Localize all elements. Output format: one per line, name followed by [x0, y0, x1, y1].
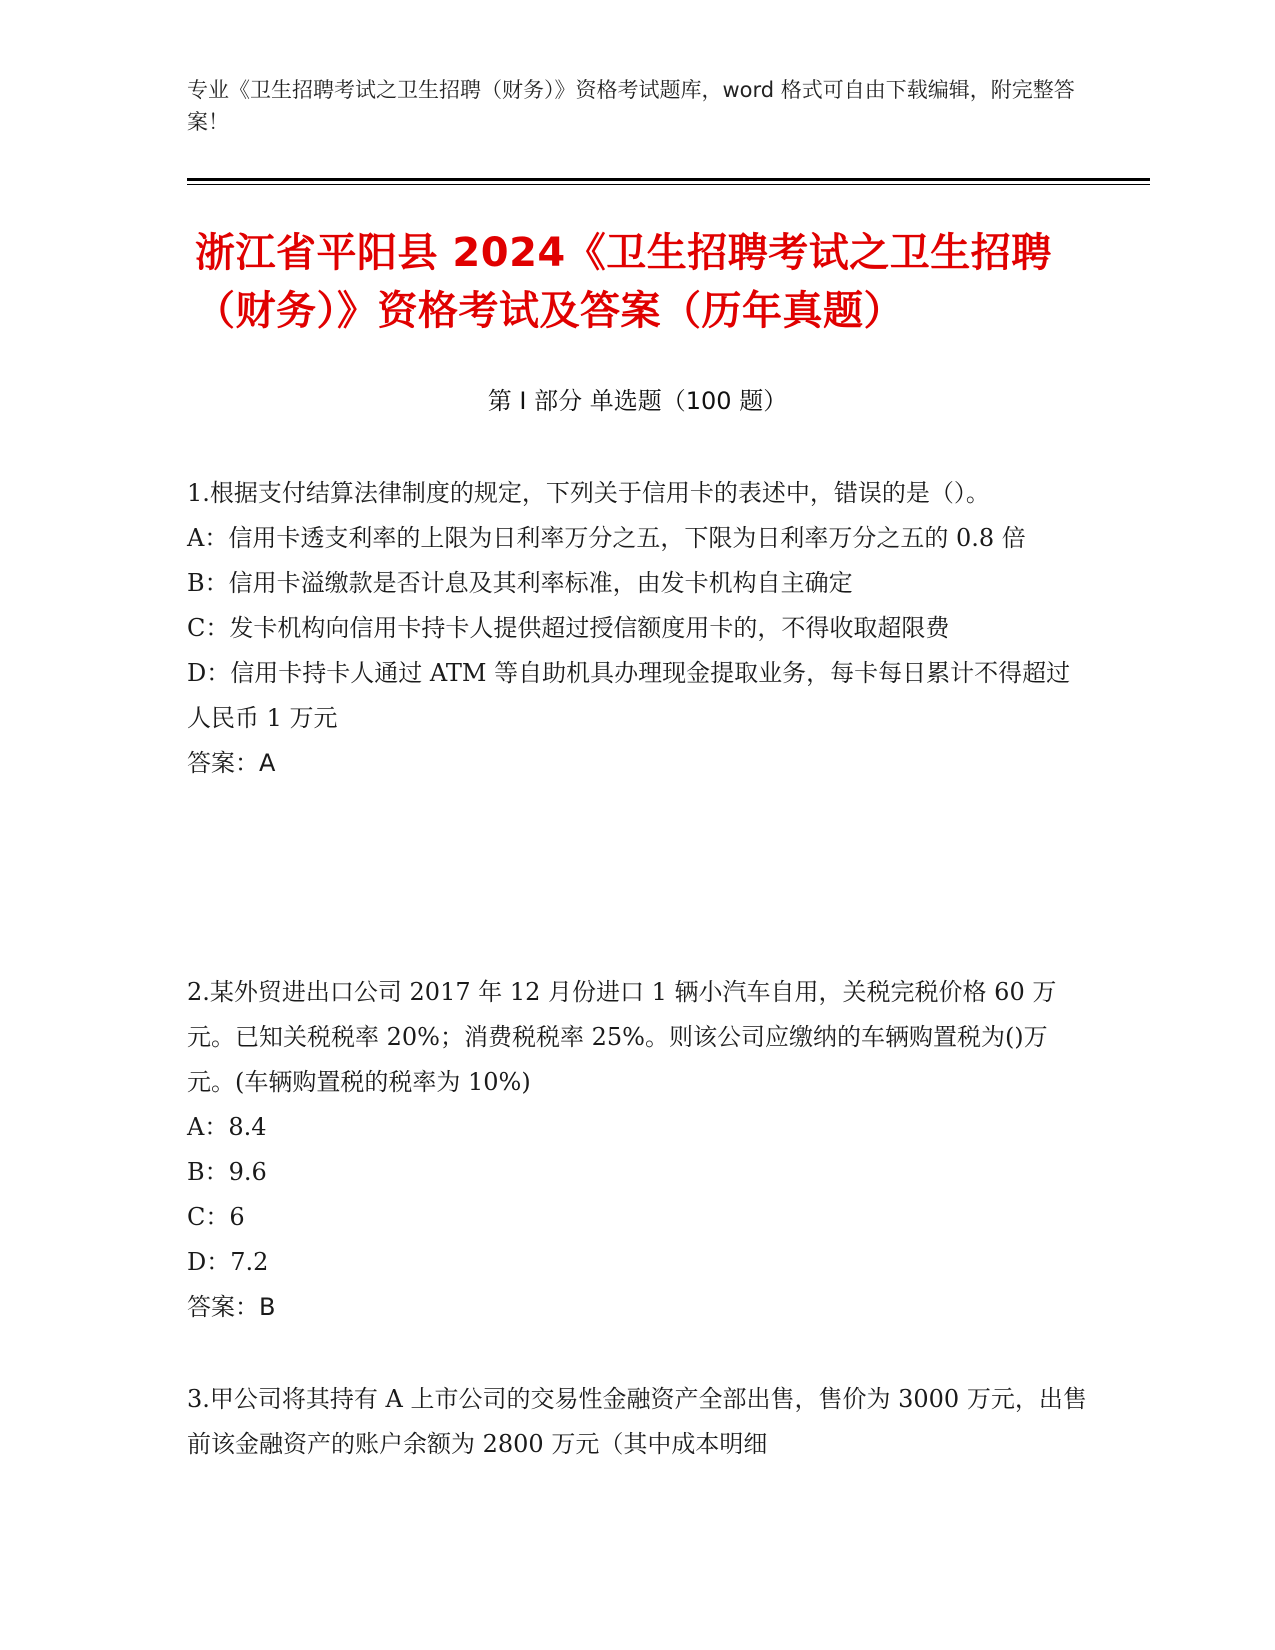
answer: 答案：A [187, 749, 276, 777]
option-d: D：信用卡持卡人通过 ATM 等自助机具办理现金提取业务，每卡每日累计不得超过人民币 1 万元 [187, 659, 1071, 732]
option-c: C：6 [187, 1203, 245, 1231]
section-heading: 第 I 部分 单选题（100 题） [487, 387, 788, 415]
option-b: B：信用卡溢缴款是否计息及其利率标准，由发卡机构自主确定 [187, 569, 853, 597]
document-title: 浙江省平阳县 2024《卫生招聘考试之卫生招聘（财务）》资格考试及答案（历年真题） [195, 230, 1052, 334]
header-divider-thin [187, 184, 1150, 185]
question-text: 1.根据支付结算法律制度的规定，下列关于信用卡的表述中，错误的是（）。 [187, 479, 990, 507]
option-a: A：8.4 [187, 1113, 267, 1141]
question-2 [187, 970, 1087, 1330]
header-divider-thick [187, 178, 1150, 181]
option-a: A：信用卡透支利率的上限为日利率万分之五，下限为日利率万分之五的 0.8 倍 [187, 524, 1026, 552]
question-text: 3.甲公司将其持有 A 上市公司的交易性金融资产全部出售，售价为 3000 万元，出售前该金融资产的账户余额为 2800 万元（其中成本明细 [187, 1385, 1087, 1458]
option-b: B：9.6 [187, 1158, 267, 1186]
option-c: C：发卡机构向信用卡持卡人提供超过授信额度用卡的，不得收取超限费 [187, 614, 950, 642]
question-3 [187, 1377, 1087, 1467]
answer: 答案：B [187, 1293, 276, 1321]
question-text: 2.某外贸进出口公司 2017 年 12 月份进口 1 辆小汽车自用，关税完税价格 60 万元。已知关税税率 20%；消费税税率 25%。则该公司应缴纳的车辆购置税为()万元。(车辆购置税的税率为 10%) [187, 978, 1057, 1096]
question-1 [187, 471, 1087, 786]
header-note: 专业《卫生招聘考试之卫生招聘（财务）》资格考试题库，word 格式可自由下载编辑，附完整答案！ [187, 78, 1075, 134]
option-d: D：7.2 [187, 1248, 269, 1276]
